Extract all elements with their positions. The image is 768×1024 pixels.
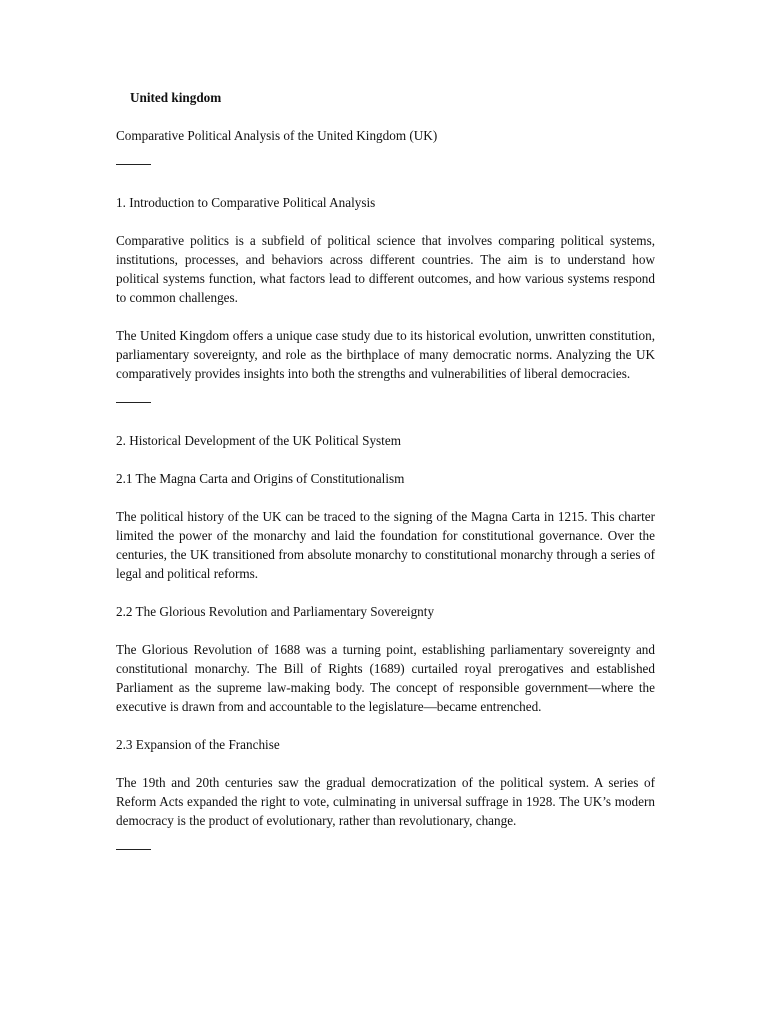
section-divider xyxy=(116,849,151,850)
subsection-2-2-heading: 2.2 The Glorious Revolution and Parliamentary Sovereignty xyxy=(116,604,435,619)
section-divider xyxy=(116,402,151,403)
subsection-2-2-paragraph: The Glorious Revolution of 1688 was a turning point, establishing parliamentary sovereignty and constitutional monarchy. The Bill of Rights (1689) curtailed royal prerogatives and established Parliament as the supreme law-making body. The concept of responsible government—where the executive is drawn from and accountable to the legislature—became entrenched. xyxy=(116,642,655,714)
subsection-2-1-paragraph: The political history of the UK can be traced to the signing of the Magna Carta in 1215. This charter limited the power of the monarchy and laid the foundation for constitutional governance. Over the centuries, the UK transitioned from absolute monarchy to constitutional monarchy through a series of legal and political reforms. xyxy=(116,509,655,581)
section-1-paragraph-1: Comparative politics is a subfield of political science that involves comparing political systems, institutions, processes, and behaviors across different countries. The aim is to understand how political systems function, what factors lead to different outcomes, and how various systems respond to common challenges. xyxy=(116,233,655,305)
section-1-paragraph-2: The United Kingdom offers a unique case study due to its historical evolution, unwritten constitution, parliamentary sovereignty, and role as the birthplace of many democratic norms. Analyzing the UK comparatively provides insights into both the strengths and vulnerabilities of liberal democracies. xyxy=(116,328,655,381)
section-divider xyxy=(116,164,151,165)
document-subtitle: Comparative Political Analysis of the United Kingdom (UK) xyxy=(116,128,438,143)
document-page xyxy=(116,88,655,878)
subsection-2-3-heading: 2.3 Expansion of the Franchise xyxy=(116,737,280,752)
document-title: United kingdom xyxy=(130,90,222,105)
subsection-2-1-heading: 2.1 The Magna Carta and Origins of Constitutionalism xyxy=(116,471,405,486)
section-1-heading: 1. Introduction to Comparative Political Analysis xyxy=(116,195,376,210)
subsection-2-3-paragraph: The 19th and 20th centuries saw the gradual democratization of the political system. A series of Reform Acts expanded the right to vote, culminating in universal suffrage in 1928. The UK’s modern democracy is the product of evolutionary, rather than revolutionary, change. xyxy=(116,775,655,828)
section-2-heading: 2. Historical Development of the UK Political System xyxy=(116,433,401,448)
